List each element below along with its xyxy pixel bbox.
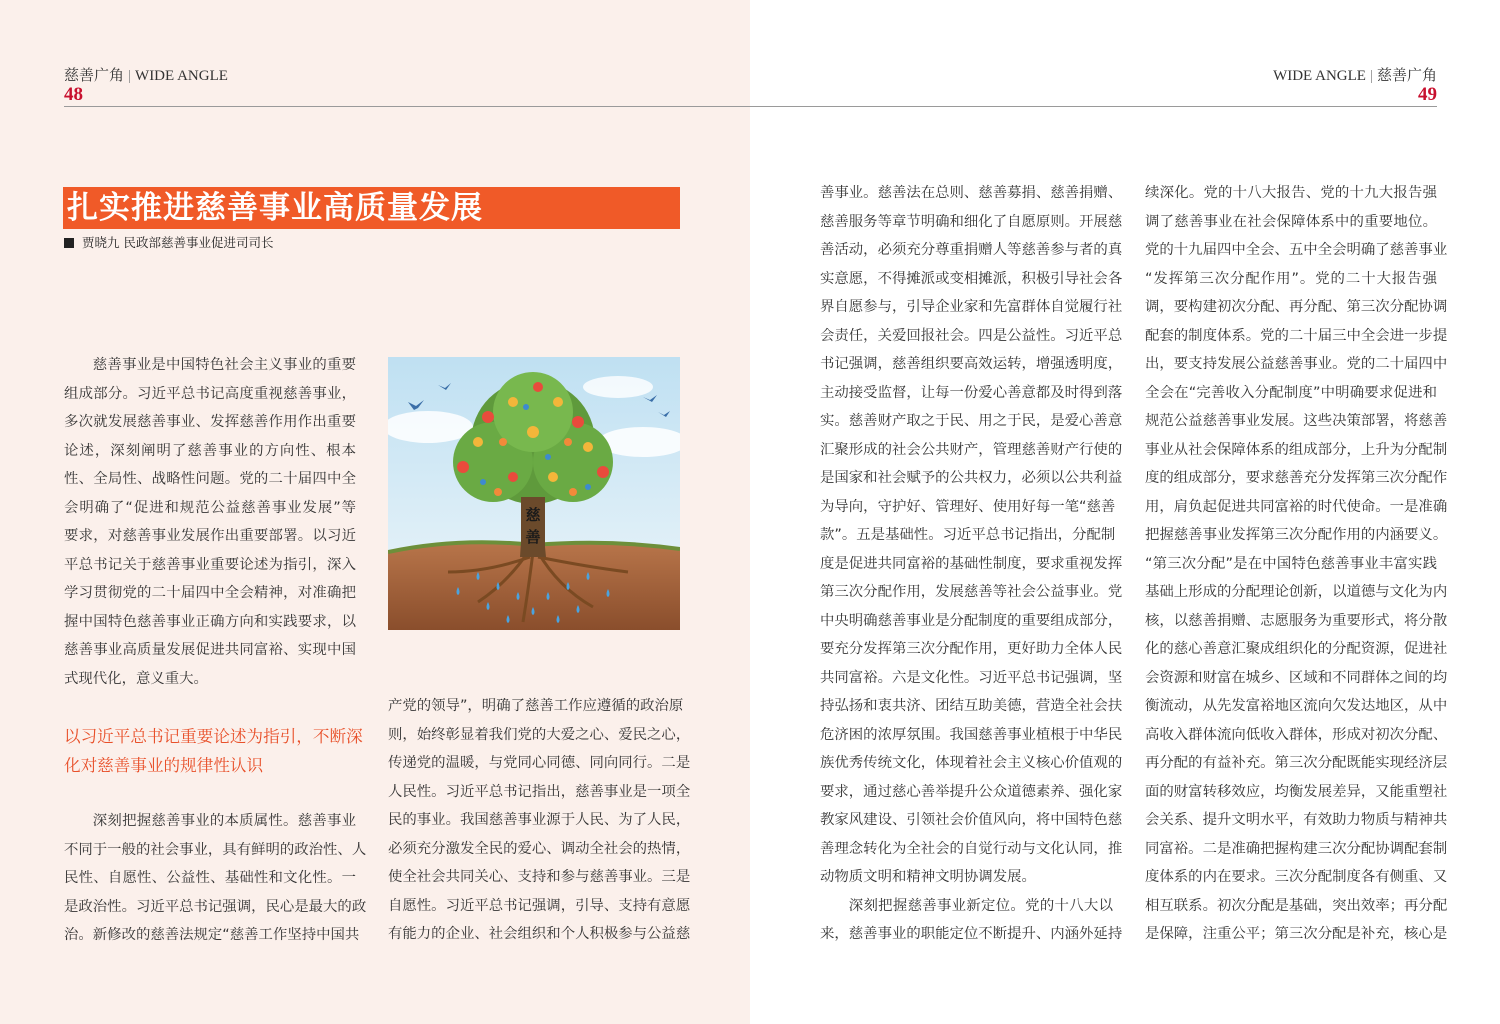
header-separator: | [128,68,132,84]
text-line: 是国家和社会赋予的公共权力，必须以公共利益 [820,470,1123,486]
text-line: 共同富裕。六是文化性。习近平总书记强调，坚 [820,669,1123,686]
text-line: 传递党的温暖，与党同心同德、同向同行。二是 [388,755,691,771]
text-line: 以习近平总书记重要论述为指引，不断深 [64,727,363,746]
text-line: 面的财富转移效应，均衡发展差异，又能重塑社 [1145,783,1448,800]
text-line: 用，肩负起促进共同富裕的时代使命。一是准确 [1145,498,1448,515]
text-line: 第三次分配作用，发展慈善等社会公益事业。党 [820,584,1123,600]
text-line: 会资源和财富在城乡、区域和不同群体之间的均 [1145,669,1448,686]
text-line: 出，要支持发展公益慈善事业。党的二十届四中 [1145,356,1448,372]
text-line: 把握慈善事业发挥第三次分配作用的内涵要义。 [1145,527,1448,543]
text-line: 核，以慈善捐赠、志愿服务为重要形式，将分散 [1145,612,1448,629]
text-line: 善事业。慈善法在总则、慈善募捐、慈善捐赠、 [820,185,1123,201]
text-line: 调，要构建初次分配、再分配、第三次分配协调 [1145,299,1448,315]
text-line: 事业从社会保障体系的组成部分，上升为分配制 [1145,441,1448,458]
text-line: 是保障，注重公平；第三次分配是补充，核心是 [1145,926,1448,942]
text-line: 握中国特色慈善事业正确方向和实践要求，以 [64,613,356,630]
text-line: 度是促进共同富裕的基础性制度，要求重视发挥 [820,555,1123,572]
text-line: 要求，对慈善事业发展作出重要部署。以习近 [64,528,356,544]
trunk-lettering-bottom: 善 [525,528,541,546]
text-line: 产党的领导”，明确了慈善工作应遵循的政治原 [388,698,684,714]
text-line: 学习贯彻党的二十届四中全会精神，对准确把 [64,585,356,601]
text-line: 高收入群体流向低收入群体，形成对初次分配、 [1145,726,1448,743]
trunk-lettering-top: 慈 [525,506,541,524]
text-line: 慈善服务等章节明确和细化了自愿原则。开展慈 [820,213,1123,230]
text-line: 会明确了“促进和规范公益慈善事业发展”等 [64,499,356,516]
text-line: 则，始终彰显着我们党的大爱之心、爱民之心， [388,726,691,743]
tree-illustration [388,357,680,630]
text-line: 要求，通过慈心善举提升公众道德素养、强化家 [820,783,1123,800]
text-line: 主动接受监督，让每一份爱心善意都及时得到落 [820,384,1123,401]
text-line: 有能力的企业、社会组织和个人积极参与公益慈 [388,926,691,942]
article-title: 扎实推进慈善事业高质量发展 [67,190,483,226]
section-heading [64,722,363,780]
text-line: 是政治性。习近平总书记强调，民心是最大的政 [64,898,367,915]
text-line: 必须充分激发全民的爱心、调动全社会的热情， [388,840,691,857]
text-line: 慈善事业是中国特色社会主义事业的重要 [92,357,356,373]
text-line: 汇聚形成的社会公共财产，管理慈善财产行使的 [820,441,1123,458]
body-column-right-2 [1145,179,1448,949]
text-line: 深刻把握慈善事业新定位。党的十八大以 [848,897,1113,914]
text-line: “发挥第三次分配作用”。党的二十大报告强 [1145,270,1437,287]
text-line: 族优秀传统文化，体现着社会主义核心价值观的 [820,755,1123,771]
text-line: 自愿性。习近平总书记强调，引导、支持有意愿 [388,897,691,914]
text-line: 会关系、提升文明水平，有效助力物质与精神共 [1145,812,1448,828]
running-header-left [64,64,228,85]
section-name-en: WIDE ANGLE [135,68,228,84]
text-line: 界自愿参与，引导企业家和先富群体自觉履行社 [820,299,1123,315]
byline [64,233,273,251]
text-line: 要充分发挥第三次分配作用，更好助力全体人民 [820,641,1123,657]
text-line: 款”。五是基础性。习近平总书记指出，分配制 [820,527,1116,543]
text-line: 再分配的有益补充。第三次分配既能实现经济层 [1145,755,1448,771]
text-line: 为导向，守护好、管理好、使用好每一笔“慈善 [820,498,1116,515]
text-line: 性、全局性、战略性问题。党的二十届四中全 [64,471,356,487]
text-line: 续深化。党的十八大报告、党的十九大报告强 [1145,185,1437,201]
text-line: 配套的制度体系。党的二十届三中全会进一步提 [1145,327,1448,344]
body-column-left [64,807,367,950]
text-line: 相互联系。初次分配是基础，突出效率；再分配 [1145,897,1448,914]
text-line: 善理念转化为全社会的自觉行动与文化认同，推 [820,840,1123,857]
text-line: 规范公益慈善事业发展。这些决策部署，将慈善 [1145,413,1448,429]
section-name: 慈善广角 [64,68,125,84]
text-line: 书记强调，慈善组织要高效运转，增强透明度， [820,356,1123,372]
header-rule [64,106,1437,107]
text-line: 调了慈善事业在社会保障体系中的重要地位。 [1145,213,1437,230]
text-line: 不同于一般的社会事业，具有鲜明的政治性、人 [64,841,367,858]
text-line: 动物质文明和精神文明协调发展。 [820,869,1036,885]
text-line: 同富裕。二是准确把握构建三次分配协调配套制 [1145,840,1448,857]
text-line: 度体系的内在要求。三次分配制度各有侧重、又 [1145,869,1448,885]
page-number-right: 49 [1418,84,1437,105]
text-line: 化的慈心善意汇聚成组织化的分配资源，促进社 [1145,641,1448,657]
text-line: 衡流动，从先发富裕地区流向欠发达地区，从中 [1145,698,1448,714]
text-line: 中央明确慈善事业是分配制度的重要组成部分， [820,612,1123,629]
text-line: 会责任，关爱回报社会。四是公益性。习近平总 [820,327,1123,344]
text-line: 慈善事业高质量发展促进共同富裕、实现中国 [64,642,356,658]
body-column-right-1 [820,179,1123,949]
text-line: 治。新修改的慈善法规定“慈善工作坚持中国共 [64,927,360,943]
text-line: 平总书记关于慈善事业重要论述为指引，深入 [64,556,356,573]
text-line: 人民性。习近平总书记指出，慈善事业是一项全 [388,783,691,800]
text-line: 度的组成部分，要求慈善充分发挥第三次分配作 [1145,470,1448,486]
text-line: 党的十九届四中全会、五中全会明确了慈善事业 [1145,242,1448,258]
text-line: 论述，深刻阐明了慈善事业的方向性、根本 [64,442,356,459]
title-banner [63,187,680,229]
section-name: 慈善广角 [1376,68,1437,84]
intro-paragraph [64,351,356,693]
text-line: 多次就发展慈善事业、发挥慈善作用作出重要 [64,414,356,430]
section-name-en: WIDE ANGLE [1273,68,1366,84]
text-line: 深刻把握慈善事业的本质属性。慈善事业 [92,813,356,829]
text-line: 善活动，必须充分尊重捐赠人等慈善参与者的真 [820,242,1123,258]
text-line: 式现代化，意义重大。 [64,670,208,687]
text-line: 教家风建设、引领社会价值风向，将中国特色慈 [820,812,1123,828]
text-line: 实。慈善财产取之于民、用之于民，是爱心善意 [820,413,1123,429]
text-line: 全会在“完善收入分配制度”中明确要求促进和 [1145,384,1437,401]
square-bullet-icon [64,238,74,248]
running-header-right [1273,64,1437,85]
text-line: 使全社会共同关心、支持和参与慈善事业。三是 [388,869,691,885]
text-line: 民的事业。我国慈善事业源于人民、为了人民， [388,812,691,828]
text-line: 化对慈善事业的规律性认识 [64,756,264,775]
text-line: 基础上形成的分配理论创新，以道德与文化为内 [1145,584,1448,600]
text-line: 持弘扬和衷共济、团结互助美德，营造全社会扶 [820,698,1123,714]
text-line: 民性、自愿性、公益性、基础性和文化性。一 [64,870,356,886]
body-column-middle [388,692,691,949]
header-separator: | [1369,68,1373,84]
text-line: 来，慈善事业的职能定位不断提升、内涵外延持 [820,926,1123,942]
text-line: 危济困的浓厚氛围。我国慈善事业植根于中华民 [820,726,1123,743]
text-line: 实意愿，不得摊派或变相摊派，积极引导社会各 [820,270,1123,287]
page-number-left: 48 [64,84,83,105]
author: 贾晓九 民政部慈善事业促进司司长 [82,235,274,250]
text-line: “第三次分配”是在中国特色慈善事业丰富实践 [1145,555,1437,572]
text-line: 组成部分。习近平总书记高度重视慈善事业， [64,385,356,402]
